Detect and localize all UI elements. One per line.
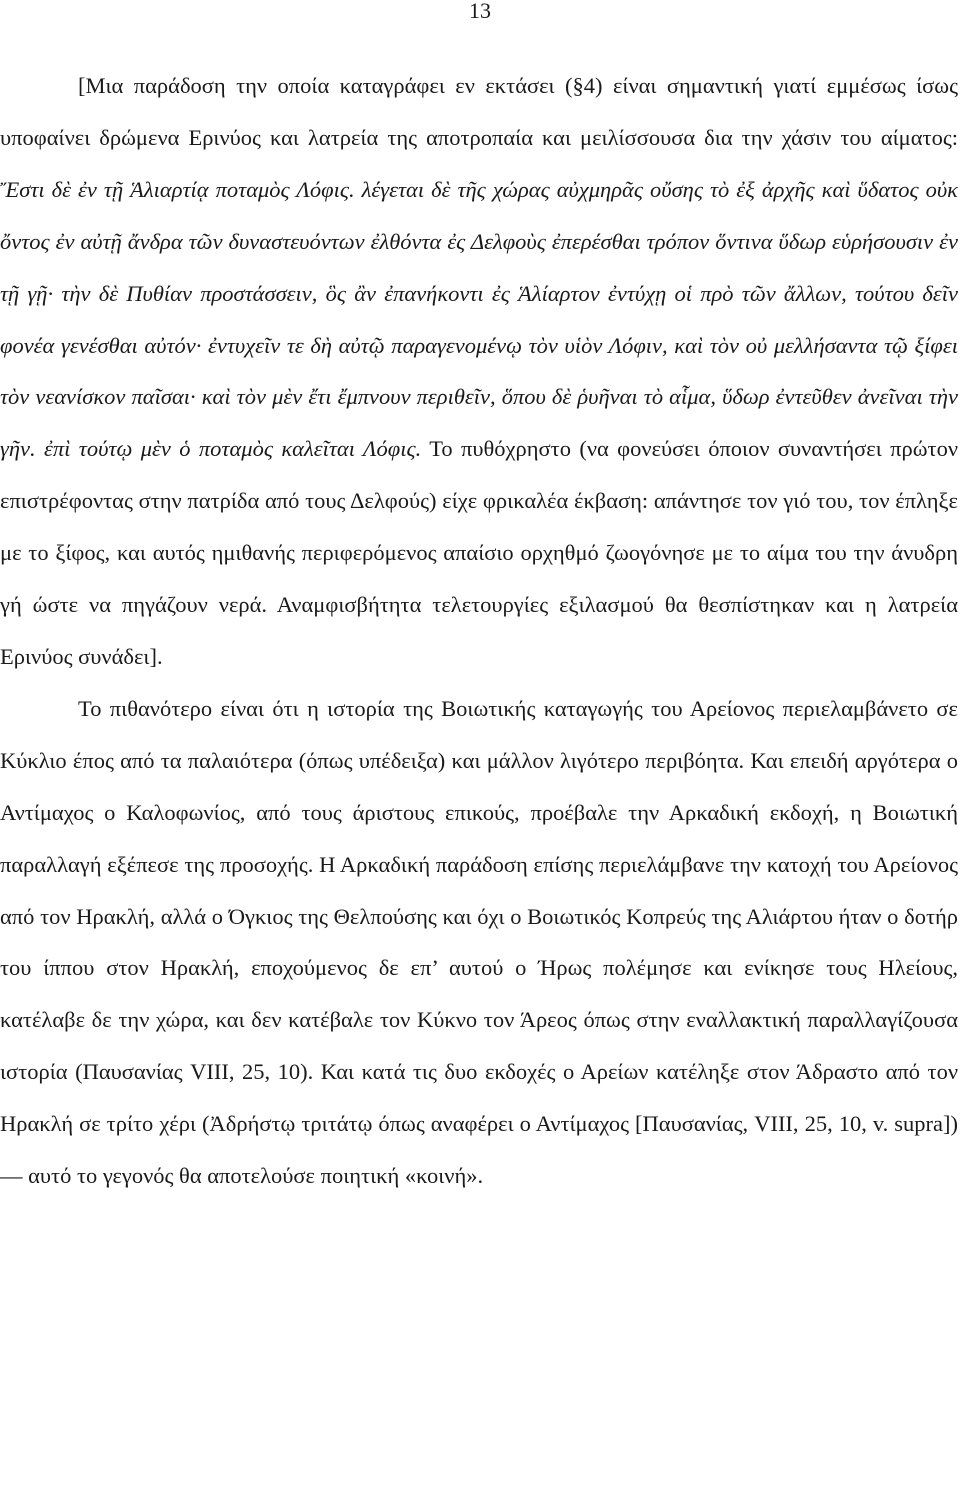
paragraph-areion-origin: Το πιθανότερο είναι ότι η ιστορία της Βοιωτικής καταγωγής του Αρείονος περιελαμβάνετο σε Κύκλιο έπος από τα παλαιότερα (όπως υπέδειξα) και μάλλον λιγότερο περιβόητα. Και επειδή αργότερα ο Αντίμαχος ο Καλοφωνίος, από τους άριστους επικούς, προέβαλε την Αρκαδική εκδοχή, η Βοιωτική παραλλαγή εξέπεσε της προσοχής. Η Αρκαδική παράδοση επίσης περιελάμβανε την κατοχή του Αρείονος από τον Ηρακλή, αλλά ο Όγκιος της Θελπούσης και όχι ο Βοιωτικός Κοπρεύς της Αλιάρτου ήταν ο δοτήρ του ίππου στον Ηρακλή, εποχούμενος δε επ’ αυτού ο Ήρως πολέμησε και ενίκησε τους Ηλείους, κατέλαβε δε την χώρα, και δεν κατέβαλε τον Κύκνο τον Άρεος όπως στην εναλλακτική παραλλαγίζουσα ιστορία (Παυσανίας VIII, 25, 10). Και κατά τις δυο εκδοχές ο Αρείων κατέληξε στον Άδραστο από τον Ηρακλή σε τρίτο χέρι (Ἀδρήστῳ τριτάτῳ όπως αναφέρει ο Αντίμαχος [Παυσανίας, VIII, 25, 10, v. supra]) — αυτό το γεγονός θα αποτελούσε ποιητική «κοινή».	[0, 695, 958, 1189]
page-number: 13	[469, 0, 491, 23]
paragraph-myth-of-lophis	[0, 60, 958, 683]
paragraph-intro: [Μια παράδοση την οποία καταγράφει εν εκτάσει (§4) είναι σημαντική γιατί εμμέσως ίσως υποφαίνει δρώμενα Ερινύος και λατρεία της αποτροπαία και μειλίσσουσα δια την χάσιν του αίματος:	[0, 73, 958, 150]
pausanias-greek-quote: Ἔστι δὲ ἐν τῇ Ἁλιαρτίᾳ ποταμὸς Λόφις. λέγεται δὲ τῆς χώρας αὐχμηρᾶς οὔσης τὸ ἐξ ἀρχῆς καὶ ὕδατος οὐκ ὄντος ἐν αὐτῇ ἄνδρα τῶν δυναστευόντων ἐλθόντα ἐς Δελφοὺς ἐπερέσθαι τρόπον ὅντινα ὕδωρ εὑρήσουσιν ἐν τῇ γῇ· τὴν δὲ Πυθίαν προστάσσειν, ὃς ἂν ἐπανήκοντι ἐς Ἁλίαρτον ἐντύχῃ οἱ πρὸ τῶν ἄλλων, τούτου δεῖν φονέα γενέσθαι αὐτόν· ἐντυχεῖν τε δὴ αὐτῷ παραγενομένῳ τὸν υἱὸν Λόφιν, καὶ τὸν οὐ μελλήσαντα τῷ ξίφει τὸν νεανίσκον παῖσαι· καὶ τὸν μὲν ἔτι ἔμπνουν περιθεῖν, ὅπου δὲ ῥυῆναι τὸ αἷμα, ὕδωρ ἐντεῦθεν ἀνεῖναι τὴν γῆν. ἐπὶ τούτῳ μὲν ὁ ποταμὸς καλεῖται Λόφις.	[0, 176, 958, 462]
paragraph-commentary: Το πυθόχρηστο (να φονεύσει όποιον συναντήσει πρώτον επιστρέφοντας στην πατρίδα από τους Δελφούς) είχε φρικαλέα έκβαση: απάντησε τον γιό του, τον έπληξε με το ξίφος, και αυτός ημιθανής περιφερόμενος απαίσιο ορχηθμό ζωογόνησε με το αίμα του την άνυδρη γή ώστε να πηγάζουν νερά. Αναμφισβήτητα τελετουργίες εξιλασμού θα θεσπίστηκαν και η λατρεία Ερινύος συνάδει].	[0, 436, 958, 669]
page-body	[0, 60, 958, 1202]
